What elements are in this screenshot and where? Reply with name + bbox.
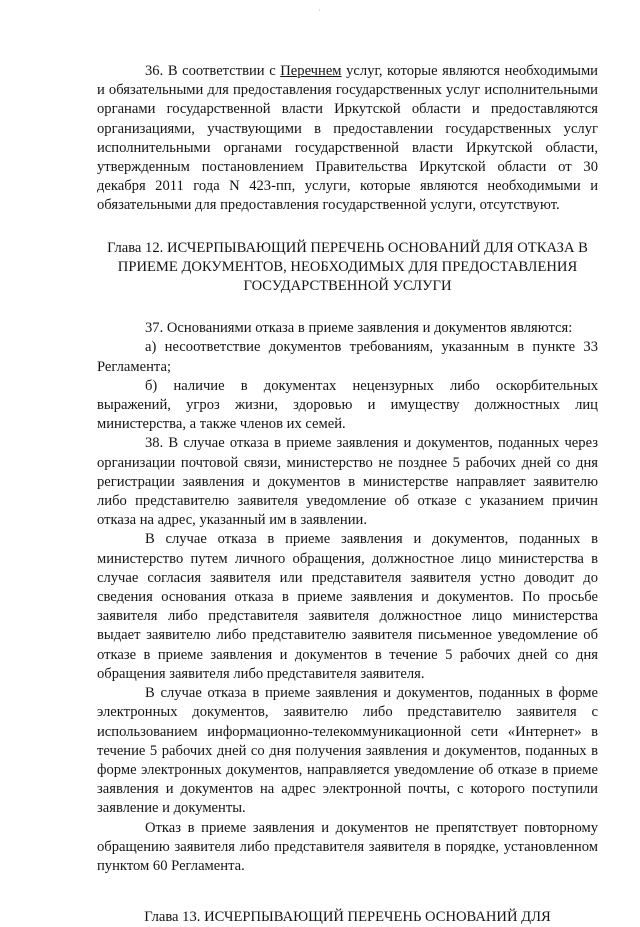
perechen-link[interactable]: Перечнем [280,63,342,79]
paragraph-36-start: 36. В соответствии с [145,63,281,79]
paragraph-37-a: а) несоответствие документов требованиям, указанным в пункте 33 Регламента; [97,339,598,375]
chapter-12-heading: Глава 12. ИСЧЕРПЫВАЮЩИЙ ПЕРЕЧЕНЬ ОСНОВАНИЙ ДЛЯ ОТКАЗА В ПРИЕМЕ ДОКУМЕНТОВ, НЕОБХОДИМЫХ ДЛЯ ПРЕДОСТАВЛЕНИЯ ГОСУДАРСТВЕННОЙ УСЛУГИ [107,239,588,295]
paragraph-37-b: б) наличие в документах нецензурных либо оскорбительных выражений, угроз жизни, здоровью и имуществу должностных лиц министерства, а также членов их семей. [97,377,598,433]
paragraph-38-electronic: В случае отказа в приеме заявления и документов, поданных в форме электронных документов, заявителю либо представителю заявителя с использованием информационно-телекоммуникационной сети «Интернет» в течение 5 рабочих дней со дня получения заявления и документов, поданных в форме электронных документов, направляется уведомление об отказе в приеме заявления и документов на адрес электронной почты, с которого поступили заявление и документы. [97,685,598,817]
paragraph-38: 38. В случае отказа в приеме заявления и документов, поданных через организации почтовой связи, министерство не позднее 5 рабочих дней со дня регистрации заявления и документов в министерстве направляет заявителю либо представителю заявителя уведомление об отказе с указанием причин отказа на адрес, указанный им в заявлении. [97,435,598,529]
page-mark: · [318,6,321,15]
paragraph-38-personal: В случае отказа в приеме заявления и документов, поданных в министерство путем личного обращения, должностное лицо министерства в случае согласия заявителя или представителя заявителя устно доводит до сведения основания отказа в приеме заявления и документов. По просьбе заявителя либо представителя заявителя должностное лицо министерства выдает заявителю либо представителю заявителя письменное уведомление об отказе в приеме заявления и документов в течение 5 рабочих дней со дня обращения заявителя либо представителя заявителя. [97,531,598,682]
paragraph-36-rest: услуг, которые являются необходимыми и обязательными для предоставления государственных услуг исполнительными органами государственной власти Иркутской области и предоставляются организациями, участвующими в предоставлении государственных услуг исполнительными органами государственной власти Иркутской области, утвержденным постановлением Правительства Иркутской области от 30 декабря 2011 года N 423-пп, услуги, которые являются необходимыми и обязательными для предоставления государственной услуги, отсутствуют. [97,63,598,214]
paragraph-37: 37. Основаниями отказа в приеме заявления и документов являются: [145,320,573,337]
paragraph-38-repeat: Отказ в приеме заявления и документов не препятствует повторному обращению заявителя либо представителя заявителя в порядке, установленном пунктом 60 Регламента. [97,819,598,874]
chapter-13-heading: Глава 13. ИСЧЕРПЫВАЮЩИЙ ПЕРЕЧЕНЬ ОСНОВАНИЙ ДЛЯ [144,909,551,926]
paragraph-36 [97,62,598,216]
